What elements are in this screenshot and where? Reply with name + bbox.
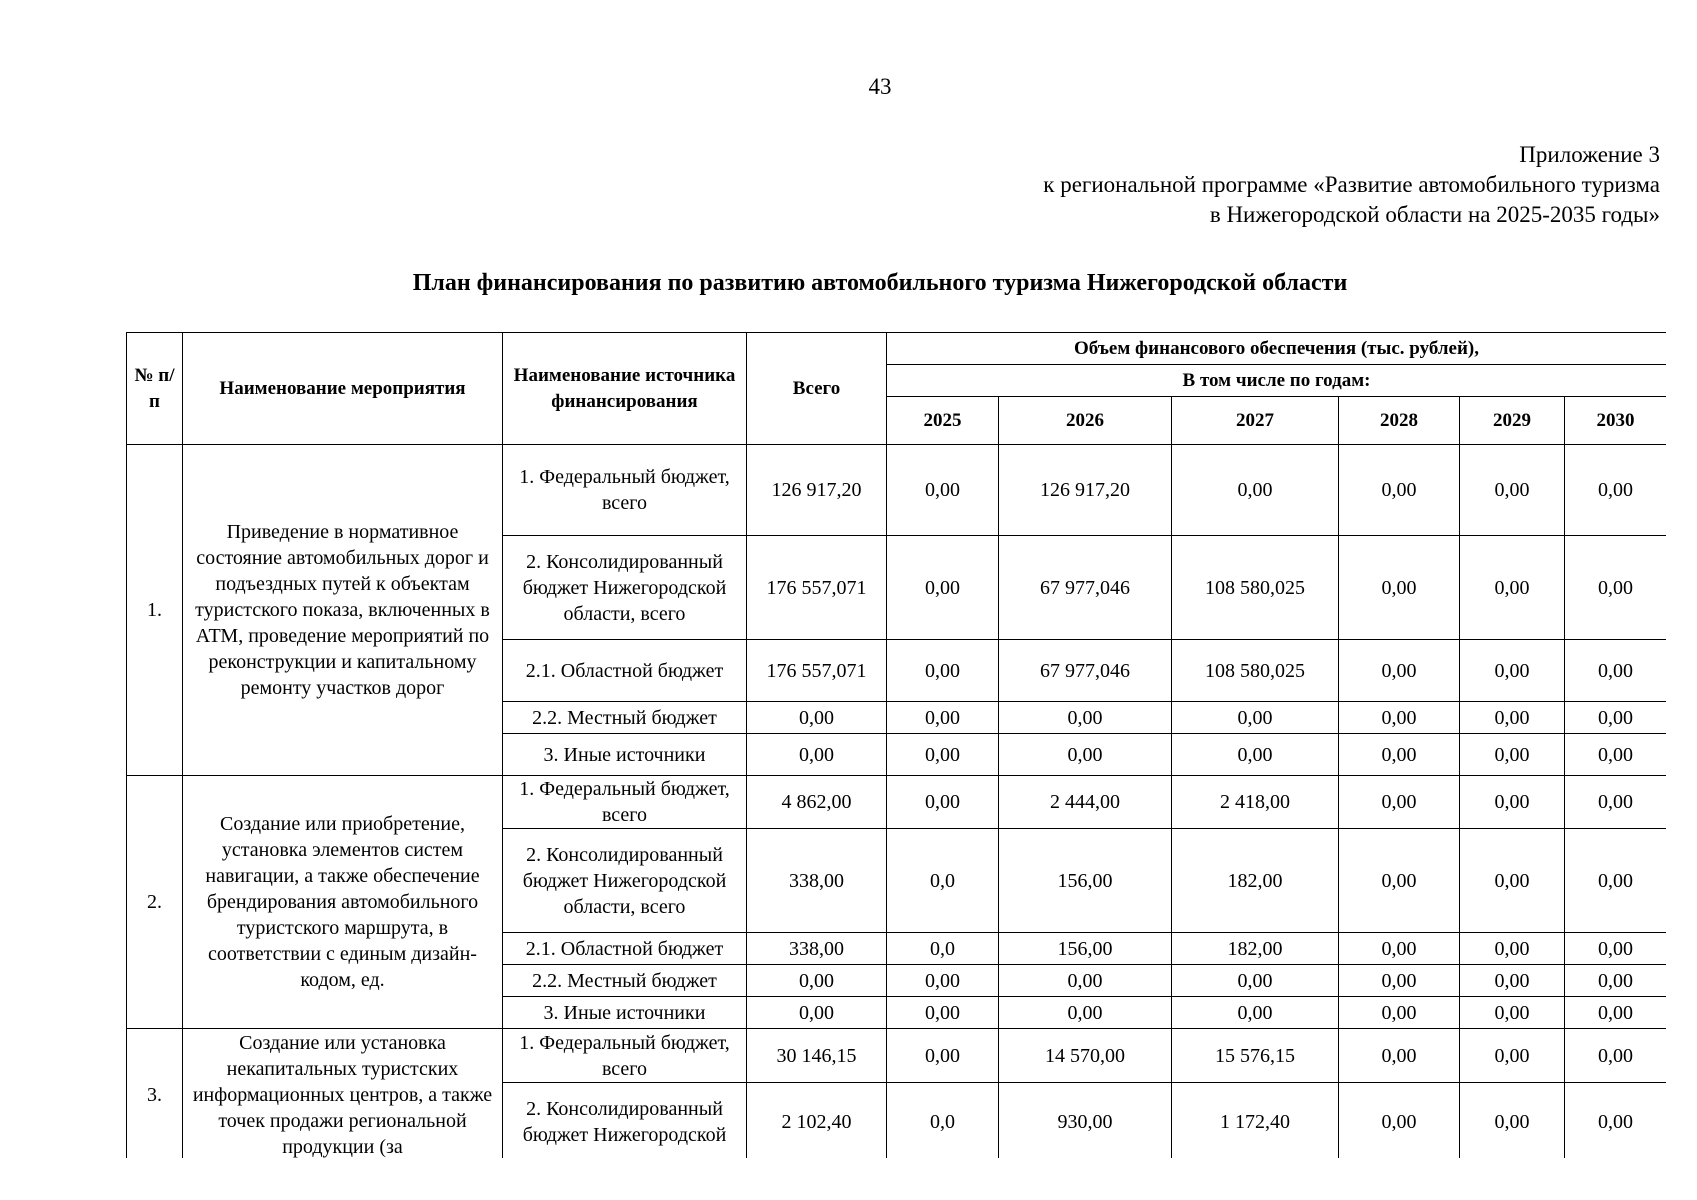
total-value: 338,00 — [747, 933, 887, 965]
funding-source: 2.1. Областной бюджет — [503, 933, 747, 965]
table-row — [127, 776, 1667, 829]
year-value: 0,00 — [999, 997, 1172, 1029]
appendix-line: в Нижегородской области на 2025-2035 годы» — [1209, 202, 1660, 227]
year-value: 0,00 — [1460, 445, 1565, 536]
year-value: 0,00 — [1565, 734, 1667, 776]
total-value: 126 917,20 — [747, 445, 887, 536]
year-value: 0,00 — [1565, 536, 1667, 640]
total-value: 0,00 — [747, 997, 887, 1029]
row-number: 1. — [127, 445, 183, 776]
year-value: 0,00 — [999, 702, 1172, 734]
year-value: 0,00 — [1565, 997, 1667, 1029]
year-value: 0,00 — [1565, 933, 1667, 965]
total-value: 2 102,40 — [747, 1083, 887, 1159]
total-value: 338,00 — [747, 829, 887, 933]
header-source: Наименование источника финансирования — [503, 333, 747, 445]
table-row — [127, 445, 1667, 536]
year-value: 182,00 — [1172, 933, 1339, 965]
year-value: 0,00 — [1339, 965, 1460, 997]
year-value: 0,00 — [1339, 933, 1460, 965]
header-num: № п/п — [127, 333, 183, 445]
year-value: 108 580,025 — [1172, 640, 1339, 702]
header-activity: Наименование мероприятия — [183, 333, 503, 445]
year-value: 67 977,046 — [999, 640, 1172, 702]
year-value: 14 570,00 — [999, 1029, 1172, 1083]
header-year: 2029 — [1460, 397, 1565, 445]
year-value: 0,00 — [887, 965, 999, 997]
year-value: 0,00 — [1172, 702, 1339, 734]
funding-source: 3. Иные источники — [503, 734, 747, 776]
year-value: 0,0 — [887, 933, 999, 965]
year-value: 0,00 — [1460, 965, 1565, 997]
year-value: 0,00 — [1565, 965, 1667, 997]
year-value: 0,00 — [1565, 640, 1667, 702]
total-value: 176 557,071 — [747, 640, 887, 702]
total-value: 0,00 — [747, 702, 887, 734]
total-value: 30 146,15 — [747, 1029, 887, 1083]
year-value: 0,00 — [887, 776, 999, 829]
year-value: 0,00 — [1339, 734, 1460, 776]
year-value: 0,00 — [1460, 1029, 1565, 1083]
year-value: 156,00 — [999, 829, 1172, 933]
row-number: 3. — [127, 1029, 183, 1159]
year-value: 0,00 — [1460, 776, 1565, 829]
header-year: 2027 — [1172, 397, 1339, 445]
year-value: 0,00 — [1460, 829, 1565, 933]
year-value: 0,00 — [887, 734, 999, 776]
total-value: 0,00 — [747, 734, 887, 776]
year-value: 0,00 — [1339, 776, 1460, 829]
year-value: 0,00 — [1339, 536, 1460, 640]
year-value: 67 977,046 — [999, 536, 1172, 640]
year-value: 0,00 — [1460, 734, 1565, 776]
year-value: 0,00 — [1565, 702, 1667, 734]
year-value: 0,00 — [1339, 1083, 1460, 1159]
funding-source: 3. Иные источники — [503, 997, 747, 1029]
year-value: 156,00 — [999, 933, 1172, 965]
year-value: 0,00 — [1460, 640, 1565, 702]
header-volume: Объем финансового обеспечения (тыс. рублей), — [887, 333, 1667, 365]
appendix-line: Приложение 3 — [1519, 142, 1660, 167]
table-row — [127, 1029, 1667, 1083]
year-value: 0,00 — [999, 734, 1172, 776]
year-value: 1 172,40 — [1172, 1083, 1339, 1159]
year-value: 0,00 — [1565, 445, 1667, 536]
funding-source: 2.1. Областной бюджет — [503, 640, 747, 702]
year-value: 0,00 — [1460, 536, 1565, 640]
year-value: 0,00 — [1339, 702, 1460, 734]
funding-source: 2. Консолидированный бюджет Нижегородской области, всего — [503, 536, 747, 640]
funding-source: 2. Консолидированный бюджет Нижегородской — [503, 1083, 747, 1159]
year-value: 0,00 — [1460, 997, 1565, 1029]
year-value: 0,00 — [1172, 997, 1339, 1029]
year-value: 930,00 — [999, 1083, 1172, 1159]
year-value: 0,00 — [887, 1029, 999, 1083]
year-value: 0,00 — [1339, 997, 1460, 1029]
header-year: 2028 — [1339, 397, 1460, 445]
appendix-line: к региональной программе «Развитие автомобильного туризма — [1043, 172, 1660, 197]
funding-source: 2. Консолидированный бюджет Нижегородской области, всего — [503, 829, 747, 933]
year-value: 0,00 — [887, 536, 999, 640]
year-value: 0,00 — [1172, 734, 1339, 776]
total-value: 176 557,071 — [747, 536, 887, 640]
year-value: 0,00 — [999, 965, 1172, 997]
year-value: 0,00 — [1460, 1083, 1565, 1159]
year-value: 0,00 — [1460, 933, 1565, 965]
year-value: 0,00 — [1565, 776, 1667, 829]
header-year: 2026 — [999, 397, 1172, 445]
year-value: 0,00 — [887, 702, 999, 734]
header-by-years: В том числе по годам: — [887, 365, 1667, 397]
year-value: 0,00 — [1339, 829, 1460, 933]
funding-source: 2.2. Местный бюджет — [503, 702, 747, 734]
year-value: 0,00 — [1460, 702, 1565, 734]
funding-source: 1. Федеральный бюджет, всего — [503, 1029, 747, 1083]
header-year: 2025 — [887, 397, 999, 445]
year-value: 108 580,025 — [1172, 536, 1339, 640]
financing-table-container — [126, 332, 1666, 1158]
year-value: 0,0 — [887, 1083, 999, 1159]
funding-source: 1. Федеральный бюджет, всего — [503, 445, 747, 536]
year-value: 0,00 — [1339, 445, 1460, 536]
year-value: 0,00 — [1565, 829, 1667, 933]
total-value: 4 862,00 — [747, 776, 887, 829]
document-title: План финансирования по развитию автомобильного туризма Нижегородской области — [412, 270, 1348, 296]
activity-name: Приведение в нормативное состояние автомобильных дорог и подъездных путей к объектам туристского показа, включенных в АТМ, проведение мероприятий по реконструкции и капитальному ремонту участков дорог — [183, 445, 503, 776]
year-value: 0,00 — [1339, 640, 1460, 702]
year-value: 126 917,20 — [999, 445, 1172, 536]
year-value: 182,00 — [1172, 829, 1339, 933]
year-value: 15 576,15 — [1172, 1029, 1339, 1083]
year-value: 0,00 — [887, 640, 999, 702]
year-value: 2 418,00 — [1172, 776, 1339, 829]
year-value: 0,00 — [887, 445, 999, 536]
year-value: 0,00 — [887, 997, 999, 1029]
year-value: 0,00 — [1339, 1029, 1460, 1083]
total-value: 0,00 — [747, 965, 887, 997]
header-total: Всего — [747, 333, 887, 445]
header-year: 2030 — [1565, 397, 1667, 445]
year-value: 0,00 — [1172, 965, 1339, 997]
page-number: 43 — [868, 74, 892, 99]
row-number: 2. — [127, 776, 183, 1029]
year-value: 0,00 — [1565, 1083, 1667, 1159]
year-value: 0,0 — [887, 829, 999, 933]
year-value: 2 444,00 — [999, 776, 1172, 829]
year-value: 0,00 — [1565, 1029, 1667, 1083]
funding-source: 2.2. Местный бюджет — [503, 965, 747, 997]
activity-name: Создание или приобретение, установка элементов систем навигации, а также обеспечение брендирования автомобильного туристского маршрута, в соответствии с единым дизайн-кодом, ед. — [183, 776, 503, 1029]
activity-name: Создание или установка некапитальных туристских информационных центров, а также точек продажи региональной продукции (за — [183, 1029, 503, 1159]
appendix-note — [760, 140, 1660, 230]
funding-source: 1. Федеральный бюджет, всего — [503, 776, 747, 829]
financing-table — [126, 332, 1666, 1158]
year-value: 0,00 — [1172, 445, 1339, 536]
